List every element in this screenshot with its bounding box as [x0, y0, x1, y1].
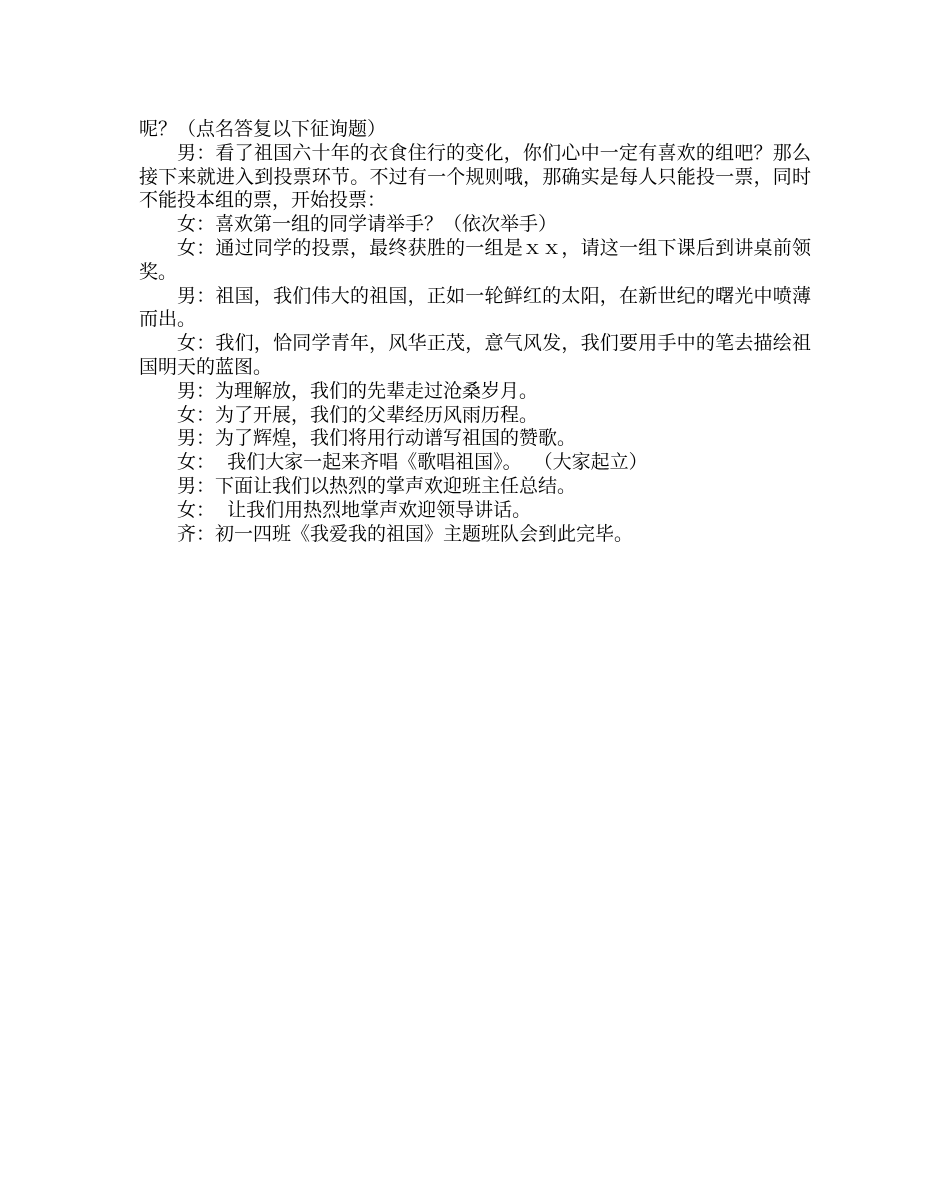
paragraph-winner: 女：通过同学的投票，最终获胜的一组是ｘｘ，请这一组下课后到讲桌前领奖。 — [139, 236, 811, 283]
paragraph-ancestors: 男：为理解放，我们的先辈走过沧桑岁月。 — [177, 379, 539, 402]
paragraph-teacher-summary: 男：下面让我们以热烈的掌声欢迎班主任总结。 — [177, 474, 577, 497]
paragraph-continuation: 呢？（点名答复以下征询题） — [139, 118, 387, 140]
paragraph-vote-intro: 男：看了祖国六十年的衣食住行的变化，你们心中一定有喜欢的组吧？那么接下来就进入到投票环节。不过有一个规则哦，那确实是每人只能投一票，同时不能投本组的票，开始投票： — [139, 141, 811, 212]
paragraph-glory: 男：为了辉煌，我们将用行动谱写祖国的赞歌。 — [177, 427, 577, 450]
paragraph-leader-speech: 女： 让我们用热烈地掌声欢迎领导讲话。 — [177, 498, 532, 521]
paragraph-motherland-sun: 男：祖国，我们伟大的祖国，正如一轮鲜红的太阳，在新世纪的曙光中喷薄而出。 — [139, 284, 811, 331]
document-body — [139, 118, 811, 546]
paragraph-closing: 齐：初一四班《我爱我的祖国》主题班队会到此完毕。 — [177, 522, 634, 545]
paragraph-raise-hands: 女：喜欢第一组的同学请举手？（依次举手） — [177, 213, 558, 236]
paragraph-parents: 女：为了开展，我们的父辈经历风雨历程。 — [177, 403, 539, 426]
paragraph-sing: 女： 我们大家一起来齐唱《歌唱祖国》。 （大家起立） — [177, 451, 648, 474]
paragraph-youth: 女：我们，恰同学青年，风华正茂，意气风发，我们要用手中的笔去描绘祖国明天的蓝图。 — [139, 332, 811, 378]
